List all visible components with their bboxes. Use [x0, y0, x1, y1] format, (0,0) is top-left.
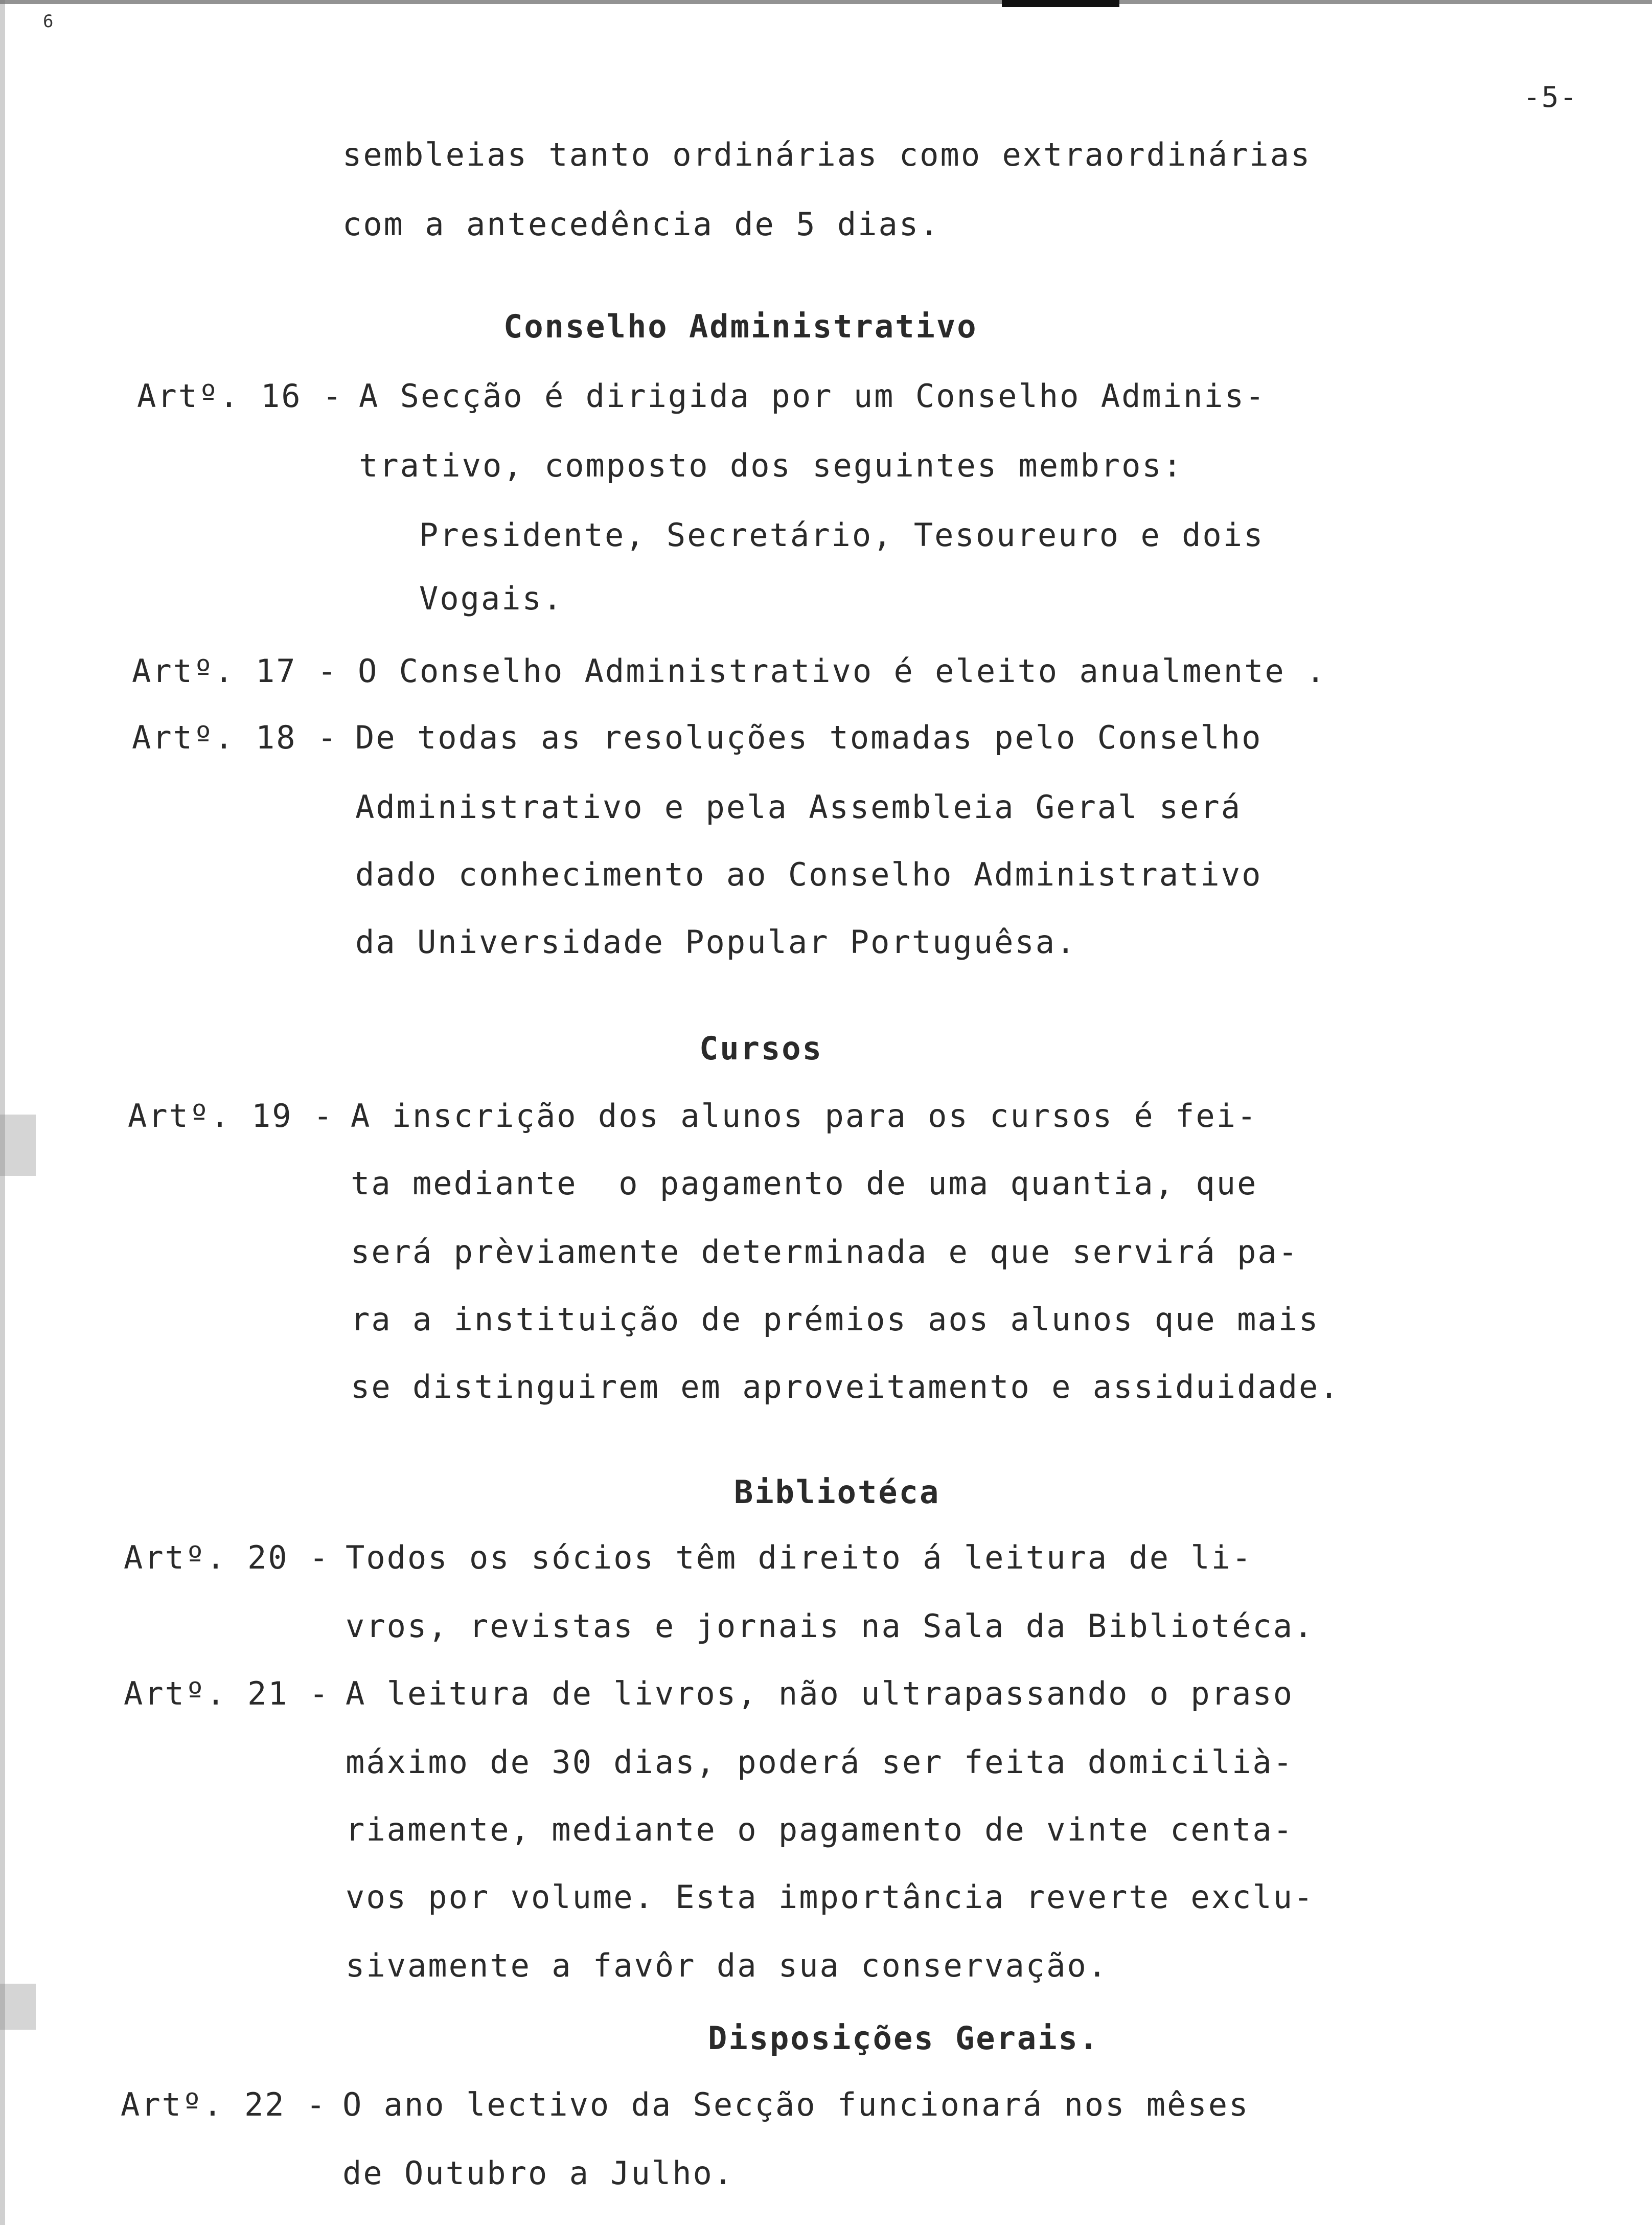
page-number: -5-	[1523, 81, 1578, 114]
article-20-line: vros, revistas e jornais na Sala da Bibliotéca.	[346, 1607, 1315, 1645]
article-16-line: A Secção é dirigida por um Conselho Adminis-	[359, 377, 1266, 415]
article-19-line: A inscrição dos alunos para os cursos é fei-	[351, 1097, 1258, 1134]
article-17-line: O Conselho Administrativo é eleito anualmente .	[358, 652, 1327, 690]
article-16-line: Vogais.	[419, 580, 564, 617]
article-18-line: Administrativo e pela Assembleia Geral será	[355, 788, 1242, 826]
article-label-20: Artº. 20 -	[124, 1539, 330, 1576]
article-label-16: Artº. 16 -	[137, 377, 343, 415]
article-19-line: será prèviamente determinada e que servirá pa-	[351, 1233, 1299, 1270]
scan-top-edge	[0, 0, 1652, 4]
article-22-line: O ano lectivo da Secção funcionará nos mêses	[342, 2086, 1250, 2123]
article-21-line: máximo de 30 dias, poderá ser feita domicilià-	[346, 1743, 1294, 1781]
section-heading-biblioteca: Bibliotéca	[734, 1473, 940, 1511]
article-18-line: da Universidade Popular Portuguêsa.	[355, 923, 1077, 961]
article-label-17: Artº. 17 -	[132, 652, 338, 690]
section-heading-cursos: Cursos	[699, 1030, 823, 1067]
article-21-line: vos por volume. Esta importância reverte exclu-	[346, 1878, 1315, 1916]
scan-top-edge-dark	[1002, 0, 1119, 7]
article-21-line: A leitura de livros, não ultrapassando o praso	[346, 1675, 1294, 1712]
article-19-line: se distinguirem em aproveitamento e assiduidade.	[351, 1368, 1340, 1405]
scan-binding-mark	[0, 1115, 36, 1176]
scan-binding-mark	[0, 1984, 36, 2030]
article-18-line: dado conhecimento ao Conselho Administrativo	[355, 856, 1263, 893]
section-heading-disposicoes: Disposições Gerais.	[708, 2019, 1100, 2057]
corner-mark: 6	[43, 11, 54, 32]
intro-line: com a antecedência de 5 dias.	[342, 206, 940, 243]
article-label-21: Artº. 21 -	[124, 1675, 330, 1712]
article-19-line: ta mediante o pagamento de uma quantia, que	[351, 1165, 1258, 1202]
intro-line: sembleias tanto ordinárias como extraordinárias	[342, 136, 1312, 173]
article-label-19: Artº. 19 -	[128, 1097, 334, 1134]
article-22-line: de Outubro a Julho.	[342, 2154, 735, 2192]
scan-left-edge	[0, 0, 5, 2225]
article-16-line: Presidente, Secretário, Tesoureuro e dois	[419, 516, 1265, 554]
article-18-line: De todas as resoluções tomadas pelo Conselho	[355, 719, 1263, 756]
article-label-22: Artº. 22 -	[121, 2086, 327, 2123]
article-20-line: Todos os sócios têm direito á leitura de li-	[346, 1539, 1253, 1576]
article-19-line: ra a instituição de prémios aos alunos que mais	[351, 1301, 1320, 1338]
article-label-18: Artº. 18 -	[132, 719, 338, 756]
article-21-line: riamente, mediante o pagamento de vinte centa-	[346, 1811, 1294, 1848]
article-16-line: trativo, composto dos seguintes membros:	[359, 447, 1184, 484]
article-21-line: sivamente a favôr da sua conservação.	[346, 1947, 1109, 1984]
section-heading-conselho: Conselho Administrativo	[503, 308, 978, 345]
